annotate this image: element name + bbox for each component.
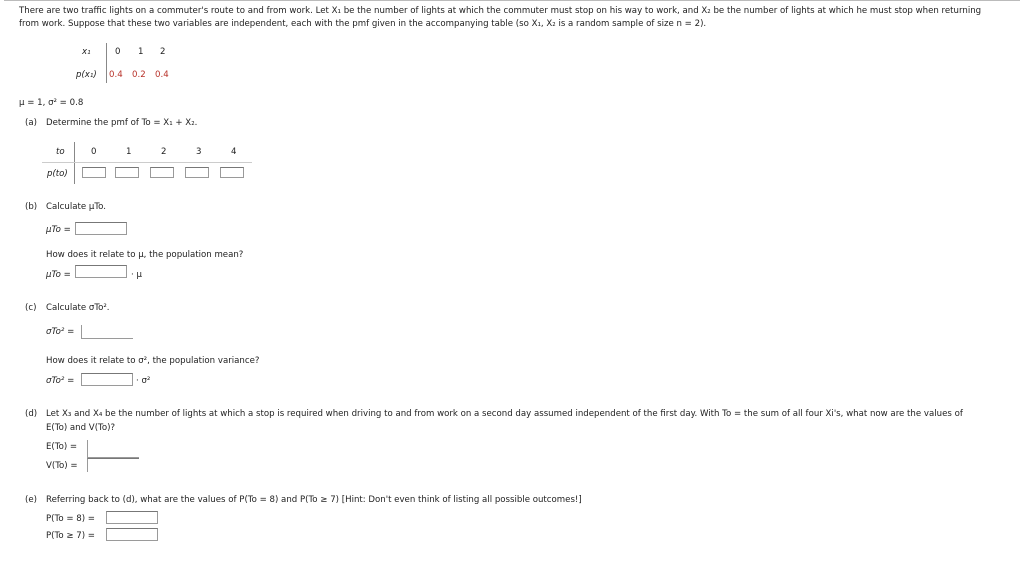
part-b-question: How does it relate to μ, the population mean?	[46, 250, 244, 260]
part-b-label: (b)	[25, 202, 38, 212]
intro-line-1: There are two traffic lights on a commuter's route to and from work. Let X₁ be the number of lights at which the commuter must stop on his way to work, and X₂ be the number of lights at which he must stop when returning	[19, 6, 982, 16]
part-c-prompt: Calculate σTo².	[46, 303, 110, 313]
pmf-x-label: x₁	[82, 47, 91, 57]
pmf-to-row-label: to	[56, 147, 65, 157]
part-c-label: (c)	[25, 303, 37, 313]
p-to-ge-7-label: P(To ≥ 7) =	[46, 531, 95, 541]
pmf-input-3[interactable]	[185, 167, 209, 178]
mu-ratio-input[interactable]	[75, 265, 127, 278]
pmf-to-row-divider	[42, 162, 252, 163]
intro-line-2: from work. Suppose that these two variables are independent, each with the pmf given in the accompanying table (so X₁, X₂ is a random sample of size n = 2).	[19, 19, 707, 29]
to-value: 3	[196, 147, 202, 157]
pmf-input-4[interactable]	[220, 167, 244, 178]
part-e-prompt: Referring back to (d), what are the values of P(To = 8) and P(To ≥ 7) [Hint: Don't even think of listing all possible outcomes!]	[46, 495, 582, 505]
sigma-ratio-input[interactable]	[81, 373, 133, 386]
v-to-label: V(To) =	[46, 461, 78, 471]
to-value: 4	[231, 147, 237, 157]
part-a-prompt: Determine the pmf of To = X₁ + X₂.	[46, 118, 198, 128]
part-c-question: How does it relate to σ², the population variance?	[46, 356, 260, 366]
to-value: 0	[91, 147, 97, 157]
part-d-prompt-line-2: E(To) and V(To)?	[46, 423, 116, 433]
pmf-x-value: 0	[115, 47, 121, 57]
pmf-p-label: p(x₁)	[76, 70, 97, 80]
part-d-label: (d)	[25, 409, 38, 419]
p-to-eq-8-label: P(To = 8) =	[46, 514, 95, 524]
part-d-prompt-line-1: Let X₃ and X₄ be the number of lights at which a stop is required when driving to and from work on a second day assumed independent of the first day. With To = the sum of all four Xi's, what now are the values of	[46, 409, 963, 419]
pmf-x-value: 1	[138, 47, 144, 57]
part-b-prompt: Calculate μTo.	[46, 202, 106, 212]
pmf-divider	[106, 43, 107, 83]
population-params: μ = 1, σ² = 0.8	[19, 98, 84, 108]
times-sigma: · σ²	[136, 376, 151, 386]
pmf-input-0[interactable]	[82, 167, 106, 178]
pmf-p-value: 0.4	[155, 70, 169, 80]
to-value: 1	[126, 147, 132, 157]
sigma-to-input[interactable]	[81, 325, 133, 339]
pmf-input-1[interactable]	[115, 167, 139, 178]
pmf-pto-row-label: p(to)	[47, 169, 68, 179]
pmf-p-value: 0.4	[109, 70, 123, 80]
e-to-label: E(To) =	[46, 442, 78, 452]
mu-to-label-2: μTo =	[46, 270, 71, 280]
part-e-label: (e)	[25, 495, 37, 505]
to-value: 2	[161, 147, 167, 157]
pmf-to-divider	[74, 142, 75, 184]
top-border	[4, 0, 1020, 1]
mu-to-label: μTo =	[46, 225, 71, 235]
pmf-p-value: 0.2	[132, 70, 146, 80]
times-mu: · μ	[131, 270, 142, 280]
v-to-input[interactable]	[87, 458, 139, 472]
e-to-input[interactable]	[87, 440, 139, 458]
p-to-eq-8-input[interactable]	[106, 511, 158, 524]
pmf-input-2[interactable]	[150, 167, 174, 178]
part-a-label: (a)	[25, 118, 37, 128]
sigma-to-label: σTo² =	[46, 327, 75, 337]
sigma-to-label-2: σTo² =	[46, 376, 75, 386]
mu-to-input[interactable]	[75, 222, 127, 235]
p-to-ge-7-input[interactable]	[106, 528, 158, 541]
pmf-x-value: 2	[160, 47, 166, 57]
